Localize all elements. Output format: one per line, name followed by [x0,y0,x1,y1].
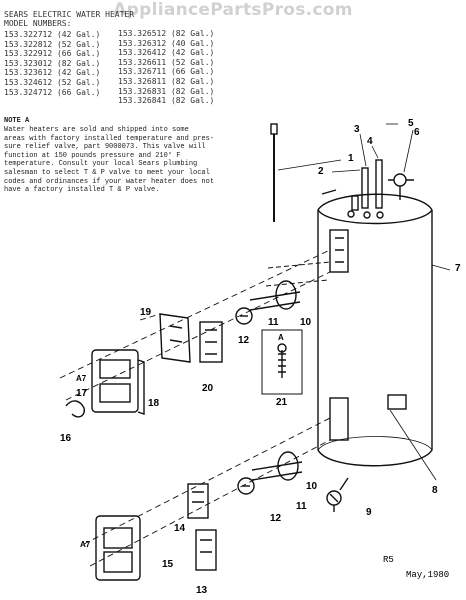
callout-8: 8 [432,485,438,496]
model-number-entry: 153.326831 (82 Gal.) [118,86,215,96]
callout-18: 18 [148,398,160,409]
callout-17: 17 [76,388,88,399]
callout-15: 15 [162,559,174,570]
watermark: AppliancePartsPros.com [113,0,353,20]
model-number-entry: 153.324712 (66 Gal.) [4,87,101,97]
callout-19: 19 [140,307,152,318]
model-number-entry: 153.323012 (82 Gal.) [4,58,101,68]
drawing-date: May,1980 [406,570,450,580]
note-line: codes and ordinances if your water heater does not [4,177,215,186]
callout-21: 21 [276,397,288,408]
model-number-entry: 153.323612 (42 Gal.) [4,68,101,78]
callout-10-lower: 10 [306,481,318,492]
callout-12-upper: 12 [238,335,250,346]
model-number-entry: 153.322712 (42 Gal.) [4,30,101,39]
relief-valve [394,174,406,186]
callout-7: 7 [455,263,461,274]
note-line: Water heaters are sold and shipped into some [4,126,189,134]
model-number-entry: 153.322912 (66 Gal.) [4,49,101,59]
model-number-entry: 153.326611 (52 Gal.) [118,57,215,67]
hot-outlet-fitting [376,160,382,208]
callout-12-lower: 12 [270,513,282,524]
upper-bracket [160,314,190,362]
lower-bracket [196,530,216,570]
callout-16: 16 [60,433,72,444]
callout-9: 9 [366,507,372,518]
ref-label-a7-upper: A7 [76,374,87,383]
inset-label-a: A [278,333,284,342]
drawing-code: R5 [383,555,394,565]
model-number-entry: 153.326512 (82 Gal.) [118,29,215,38]
callout-11-upper: 11 [268,317,279,328]
model-number-entry: 153.324612 (52 Gal.) [4,78,101,87]
note-title: NOTE A [4,117,30,125]
callout-20: 20 [202,383,214,394]
note-line: temperature. Consult your local Sears plumbing [4,160,198,169]
model-number-entry: 153.326711 (66 Gal.) [118,67,215,77]
model-number-entry: 153.326811 (82 Gal.) [118,77,215,86]
callout-11-lower: 11 [296,501,307,512]
callout-4: 4 [367,136,373,147]
header-title: SEARS ELECTRIC WATER HEATER [4,10,135,19]
note-line: sure relief valve, part 9000073. This valve will [4,143,206,152]
note-line: salesman to select T & P valve to meet your local [4,169,210,177]
callout-6: 6 [414,127,420,138]
note-line: function at 150 pounds pressure and 210° F [4,151,181,160]
note-line: areas with factory installed temperature and pres- [4,134,215,143]
callout-2: 2 [318,166,324,177]
cold-inlet-fitting [362,168,368,208]
callout-10-upper: 10 [300,317,312,328]
header-subtitle: MODEL NUMBERS: [4,19,72,28]
callout-3: 3 [354,124,360,135]
model-number-entry: 153.326412 (42 Gal.) [118,48,215,58]
model-number-entry: 153.326312 (40 Gal.) [118,38,215,48]
tank-body [318,194,432,466]
callout-13: 13 [196,585,208,596]
ref-label-a7-lower: A7 [80,540,91,549]
model-number-entry: 153.322812 (52 Gal.) [4,39,101,49]
callout-5: 5 [408,118,414,129]
callout-1: 1 [348,153,354,164]
callout-14: 14 [174,523,186,534]
note-line: have a factory installed T & P valve. [4,186,160,195]
model-number-entry: 153.326841 (82 Gal.) [118,96,215,106]
